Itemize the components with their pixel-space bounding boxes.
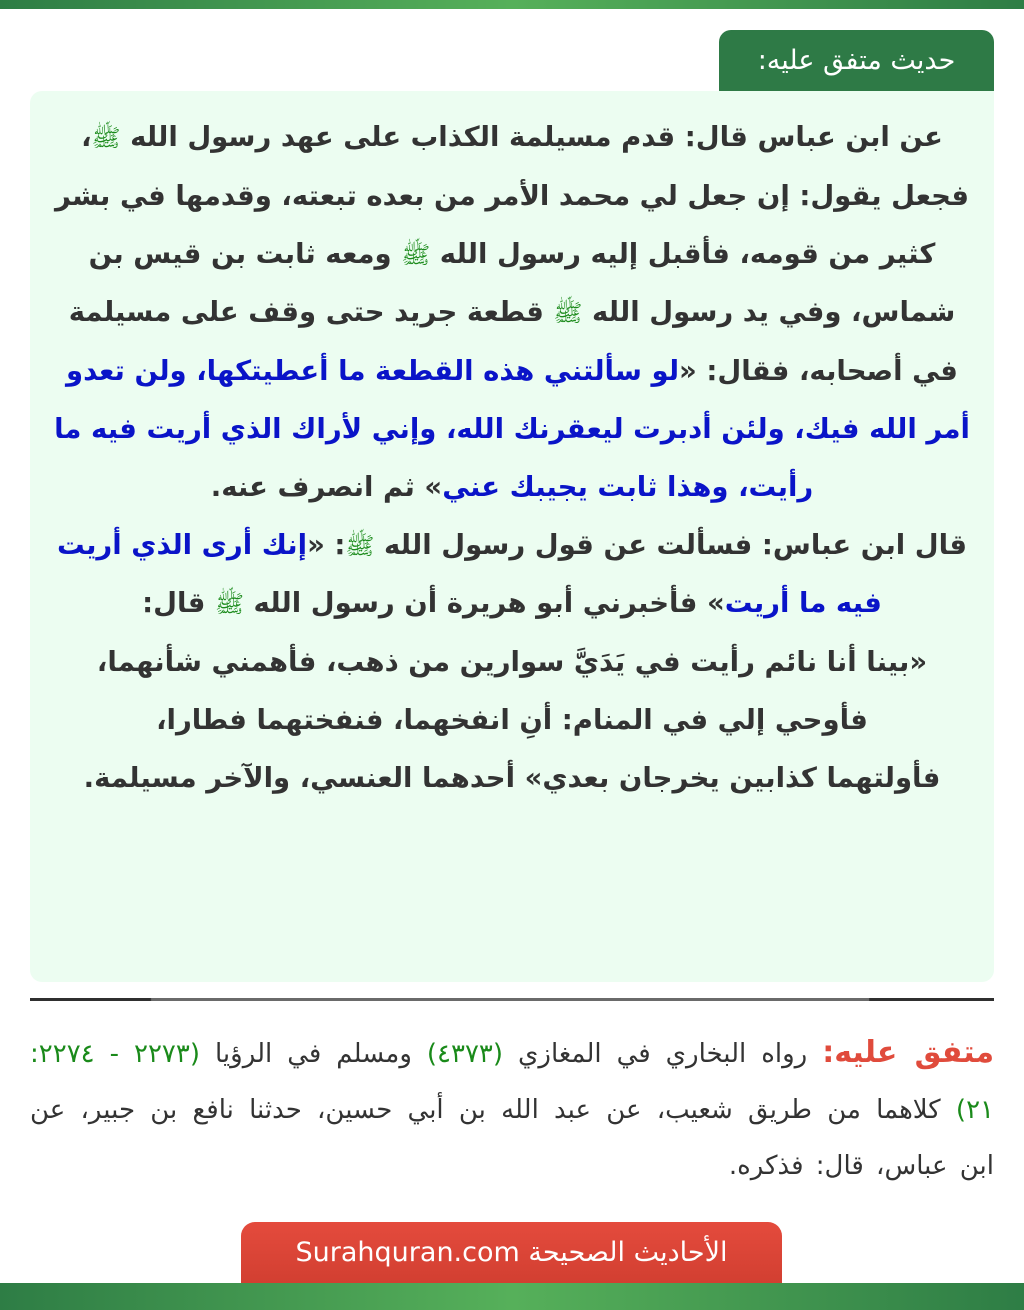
prophet-quote: لو سألتني هذه القطعة ما أعطيتكها، ولن تعدو أمر الله فيك، ولئن أدبرت ليعقرنك الله، وإني لأراك الذي أريت فيه ما رأيت، وهذا ثابت يجيبك عني [54,355,970,503]
hadith-text: » فأخبرني أبو هريرة أن رسول الله [243,587,725,620]
top-decorative-bar [0,0,1024,9]
honorific-icon: ﷺ [345,531,375,560]
source-reference: (٢٢٧٣ - ٢٢٧٤: ٢١) [30,1039,994,1125]
hadith-text: قال ابن عباس: فسألت عن قول رسول الله [374,528,967,561]
honorific-icon: ﷺ [553,299,583,328]
hadith-source [30,1025,994,1194]
hadith-text: قال: [142,587,215,620]
source-reference: (٤٣٧٣) [426,1039,504,1069]
source-label: متفق عليه: [822,1035,995,1070]
honorific-icon: ﷺ [91,124,121,152]
hadith-paragraph-2 [48,517,976,635]
hadith-text-box [30,91,994,982]
hadith-text: قطعة جريد حتى وقف على مسيلمة في أصحابه، فقال: « [68,296,958,388]
hadith-text: ومعه ثابت بن قيس بن شماس، وفي يد رسول الله [88,237,956,329]
honorific-icon: ﷺ [214,590,244,619]
hadith-title: حديث متفق عليه: [757,45,956,76]
bottom-decorative-bar [0,1283,1024,1310]
site-label: الأحاديث الصحيحة Surahquran.com [295,1237,728,1268]
source-text: كلاهما من طريق شعيب، عن عبد الله بن أبي حسين، حدثنا نافع بن جبير، عن ابن عباس، قال: فذكره. [30,1095,994,1181]
section-divider [30,998,994,1001]
prophet-quote: إنك أرى الذي أريت فيه ما أريت [56,528,882,620]
source-text: ومسلم في الرؤيا [200,1039,427,1069]
hadith-paragraph-3: «بينا أنا نائم رأيت في يَدَيَّ سوارين من ذهب، فأهمني شأنهما، فأوحي إلي في المنام: أنِ انفخهما، فنفختهما فطارا، [96,646,928,736]
site-badge [241,1222,782,1283]
source-text: رواه البخاري في المغازي [503,1039,823,1069]
hadith-paragraph-1 [48,109,976,517]
hadith-text: ، فجعل يقول: إن جعل لي محمد الأمر من بعده تبعته، وقدمها في بشر كثير من قومه، فأقبل إليه رسول الله [54,121,970,270]
hadith-text: : « [307,528,346,561]
hadith-text: عن ابن عباس قال: قدم مسيلمة الكذاب على عهد رسول الله [120,121,943,153]
hadith-paragraph-4: فأولتهما كذابين يخرجان بعدي» أحدهما العنسي، والآخر مسيلمة. [83,761,941,794]
hadith-title-tab [719,30,994,91]
honorific-icon: ﷺ [401,240,431,269]
hadith-text: » ثم انصرف عنه. [210,470,443,503]
